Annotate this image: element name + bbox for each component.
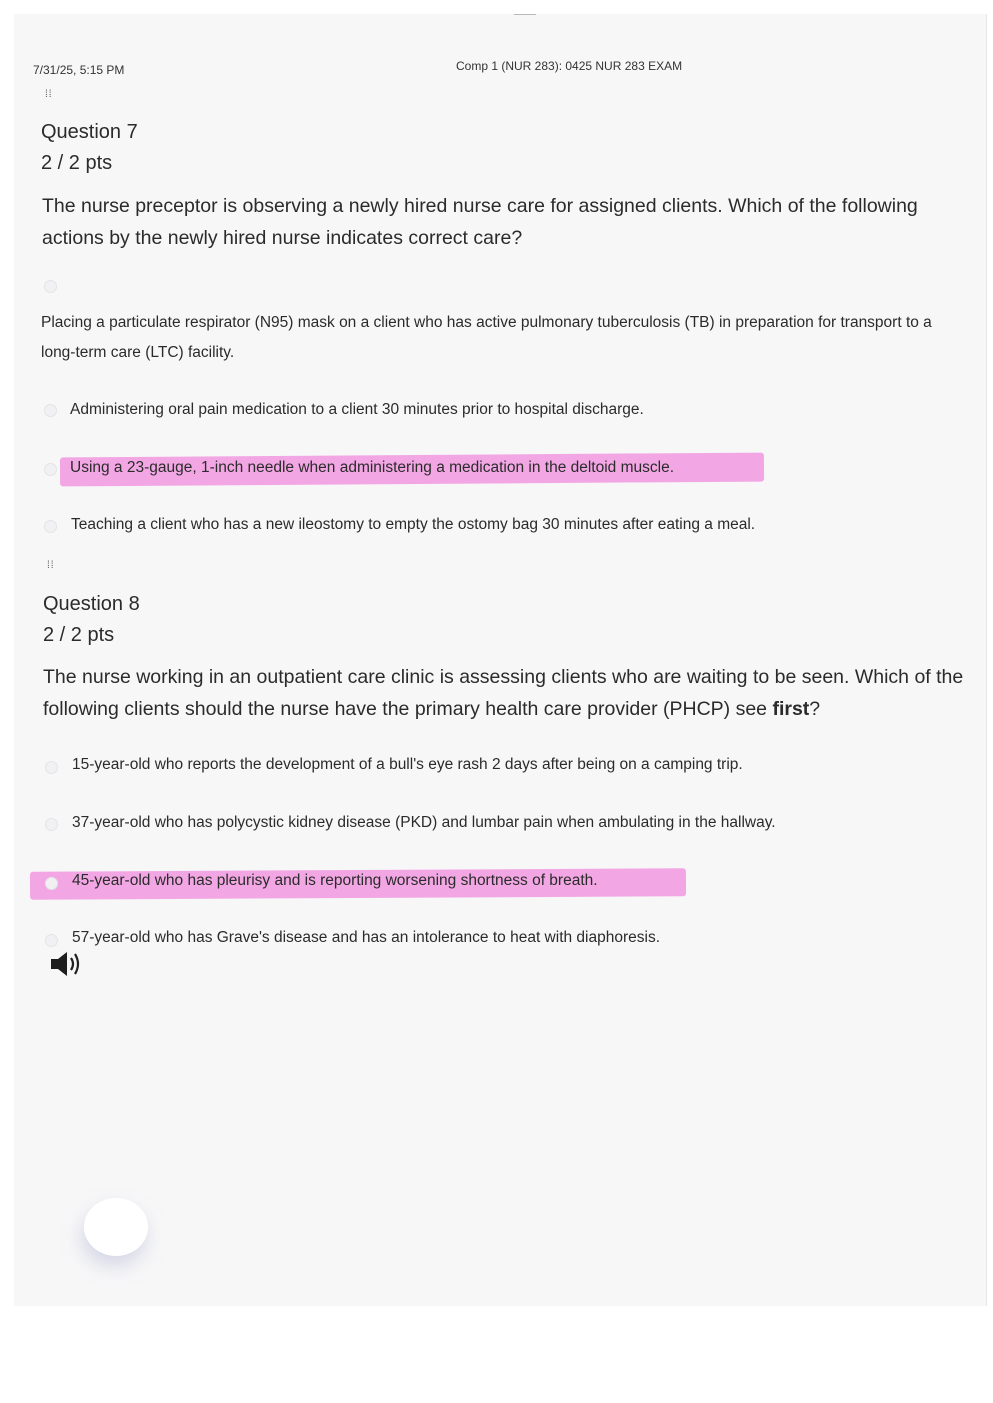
radio-q8-option-c[interactable] [45, 877, 58, 890]
q8-option-c-label: 45-year-old who has pleurisy and is reporting worsening shortness of breath. [72, 872, 598, 889]
speaker-icon[interactable] [50, 951, 84, 977]
question-7-points: 2 / 2 pts [41, 152, 113, 174]
question-8-text: The nurse working in an outpatient care clinic is assessing clients who are waiting to be seen. Which of the following clients should the nurse have the primary health care provider (PHCP) see first? [43, 666, 964, 720]
q8-option-a-label: 15-year-old who reports the development of a bull's eye rash 2 days after being on a camping trip. [72, 756, 743, 773]
print-date: 7/31/25, 5:15 PM [33, 63, 125, 77]
drag-handle-icon[interactable]: ⁞⁞ [47, 560, 55, 571]
radio-q7-option-a[interactable] [44, 280, 57, 293]
q7-option-c-label: Using a 23-gauge, 1-inch needle when administering a medication in the deltoid muscle. [70, 459, 675, 476]
radio-q8-option-b[interactable] [45, 818, 58, 831]
question-8-points: 2 / 2 pts [43, 624, 115, 646]
question-8-label: Question 8 [43, 593, 140, 615]
radio-q8-option-a[interactable] [45, 761, 58, 774]
q8-option-d-label: 57-year-old who has Grave's disease and has an intolerance to heat with diaphoresis. [72, 929, 661, 946]
radio-q7-option-c[interactable] [44, 463, 57, 476]
q7-option-b-label: Administering oral pain medication to a client 30 minutes prior to hospital discharge. [70, 401, 644, 418]
q7-option-a-label: Placing a particulate respirator (N95) mask on a client who has active pulmonary tuberculosis (TB) in preparation for transport to a long-term care (LTC) facility. [41, 314, 932, 361]
scan-smudge [84, 1198, 148, 1256]
radio-q8-option-d[interactable] [45, 934, 58, 947]
question-7-text: The nurse preceptor is observing a newly hired nurse care for assigned clients. Which of the following actions by the newly hired nurse indicates correct care? [42, 195, 918, 249]
question-7-label: Question 7 [41, 121, 138, 143]
drag-handle-icon[interactable]: ⁞⁞ [45, 89, 53, 100]
exam-title: Comp 1 (NUR 283): 0425 NUR 283 EXAM [456, 59, 683, 73]
page-fold [514, 14, 536, 15]
q7-option-d-label: Teaching a client who has a new ileostomy to empty the ostomy bag 30 minutes after eating a meal. [71, 516, 756, 533]
q8-option-b-label: 37-year-old who has polycystic kidney disease (PKD) and lumbar pain when ambulating in the hallway. [72, 814, 776, 831]
radio-q7-option-d[interactable] [44, 520, 57, 533]
radio-q7-option-b[interactable] [44, 404, 57, 417]
